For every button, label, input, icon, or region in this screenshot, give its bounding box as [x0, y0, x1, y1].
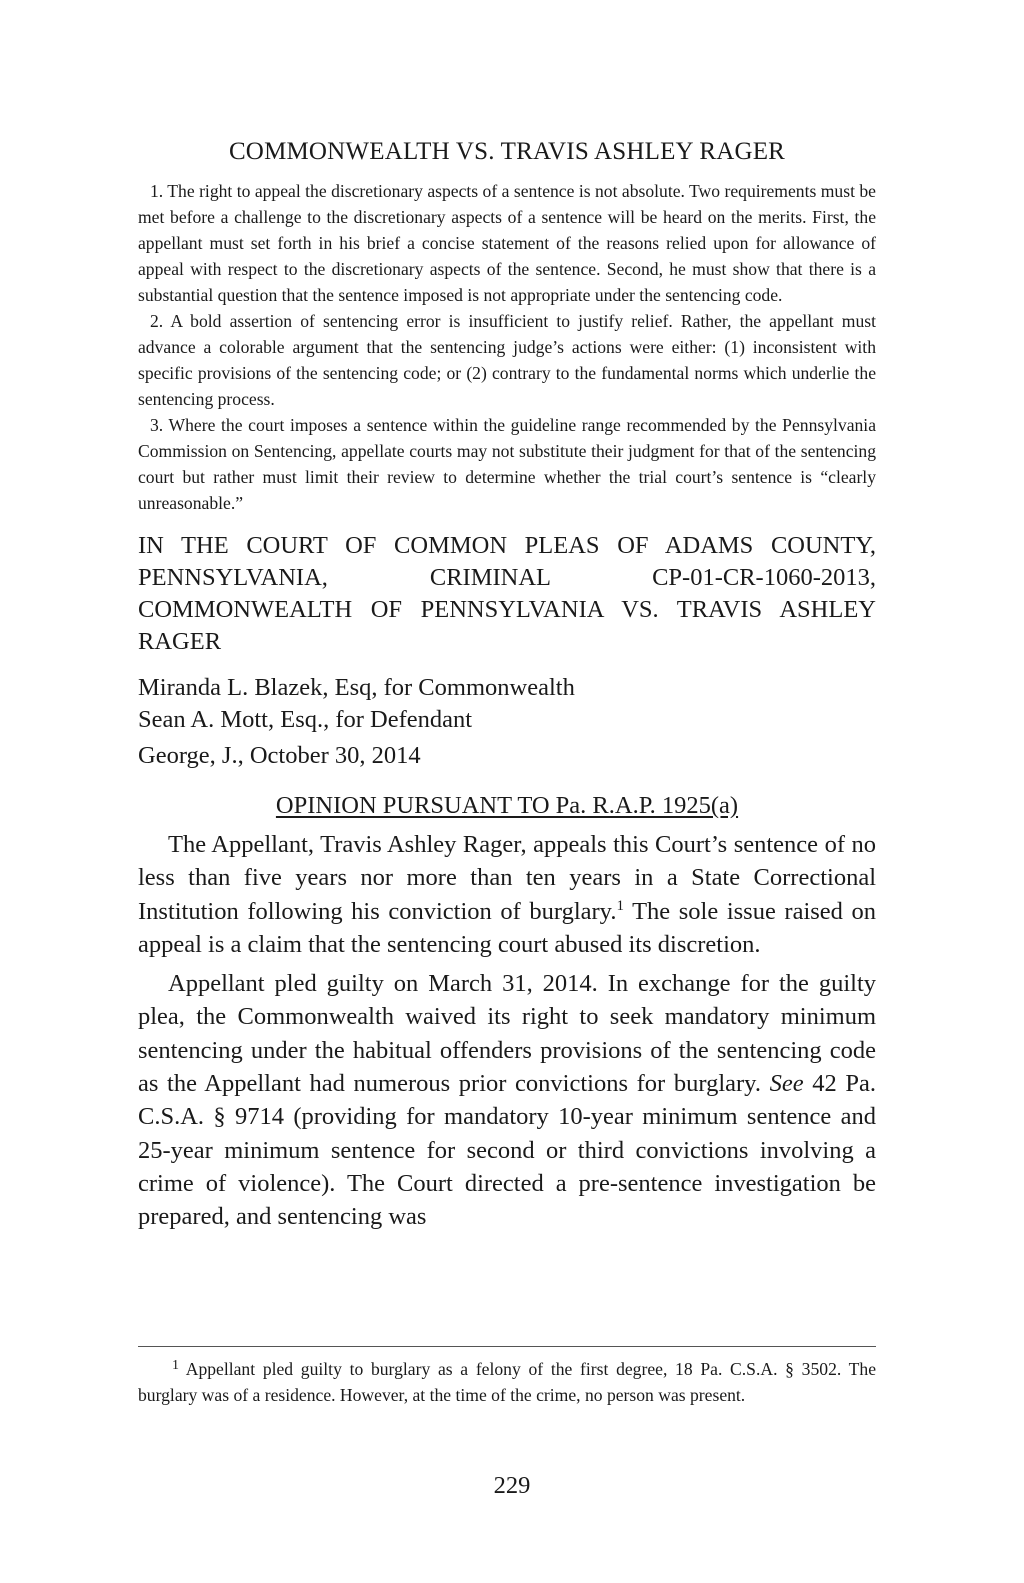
counsel-commonwealth: Miranda L. Blazek, Esq, for Commonwealth [138, 674, 575, 701]
page-number: 229 [493, 1472, 531, 1499]
footnote-text: Appellant pled guilty to burglary as a felony of the first degree, 18 Pa. C.S.A. § 3502. The burglary was of a residence. However, at the time of the crime, no person was present. [138, 1359, 876, 1405]
footnote-divider [138, 1346, 876, 1347]
opinion-paragraph-1 [138, 828, 876, 961]
case-caption: IN THE COURT OF COMMON PLEAS OF ADAMS COUNTY, PENNSYLVANIA, CRIMINAL CP-01-CR-1060-2013, COMMONWEALTH OF PENNSYLVANIA VS. TRAVIS ASHLEY RAGER [138, 532, 876, 655]
judge-date-line: George, J., October 30, 2014 [138, 742, 421, 769]
paragraph-1-text-a: The Appellant, Travis Ashley Rager, appeals this Court’s sentence of no less than five years nor more than ten years in a State Correctional Institution following his conviction of burglary. [138, 831, 876, 925]
headnote-1: 1. The right to appeal the discretionary aspects of a sentence is not absolute. Two requirements must be met before a challenge to the discretionary aspects of a sentence will be heard on the merits. First, the appellant must set forth in his brief a concise statement of the reasons relied upon for allowance of appeal with respect to the discretionary aspects of the sentence. Second, he must show that there is a substantial question that the sentence imposed is not appropriate under the sentencing code. [138, 181, 876, 305]
citation-signal: See [769, 1070, 804, 1098]
counsel-block [138, 672, 876, 736]
opinion-title: OPINION PURSUANT TO Pa. R.A.P. 1925(a) [275, 792, 739, 819]
headnote-2: 2. A bold assertion of sentencing error is insufficient to justify relief. Rather, the appellant must advance a colorable argument that the sentencing judge’s actions were either: (1) inconsistent with specific provisions of the sentencing code; or (2) contrary to the fundamental norms which underlie the sentencing process. [138, 311, 876, 409]
counsel-defendant: Sean A. Mott, Esq., for Defendant [138, 706, 473, 733]
paragraph-2-text-a: Appellant pled guilty on March 31, 2014. In exchange for the guilty plea, the Commonwealth waived its right to seek mandatory minimum sentencing under the habitual offenders provisions of the sentencing code as the Appellant had numerous prior convictions for burglary. [138, 970, 876, 1098]
paragraph-2-text-b: 42 Pa. C.S.A. § 9714 (providing for mandatory 10-year minimum sentence and 25-year minimum sentence for second or third convictions involving a crime of violence). The Court directed a pre-sentence investigation be prepared, and sentencing was [138, 1070, 876, 1231]
footnote-1 [138, 1356, 876, 1408]
headnotes [138, 178, 876, 516]
paragraph-1-text-b: The sole issue raised on appeal is a claim that the sentencing court abused its discretion. [138, 897, 876, 958]
running-head: COMMONWEALTH VS. TRAVIS ASHLEY RAGER [228, 138, 786, 165]
opinion-paragraph-2 [138, 967, 876, 1233]
footnote-reference[interactable]: 1 [616, 897, 624, 914]
page-content [138, 136, 876, 1240]
headnote-3: 3. Where the court imposes a sentence within the guideline range recommended by the Pennsylvania Commission on Sentencing, appellate courts may not substitute their judgment for that of the sentencing court but rather must limit their review to determine whether the trial court’s sentence is “clearly unreasonable.” [138, 415, 876, 513]
footnote-mark: 1 [172, 1358, 179, 1373]
